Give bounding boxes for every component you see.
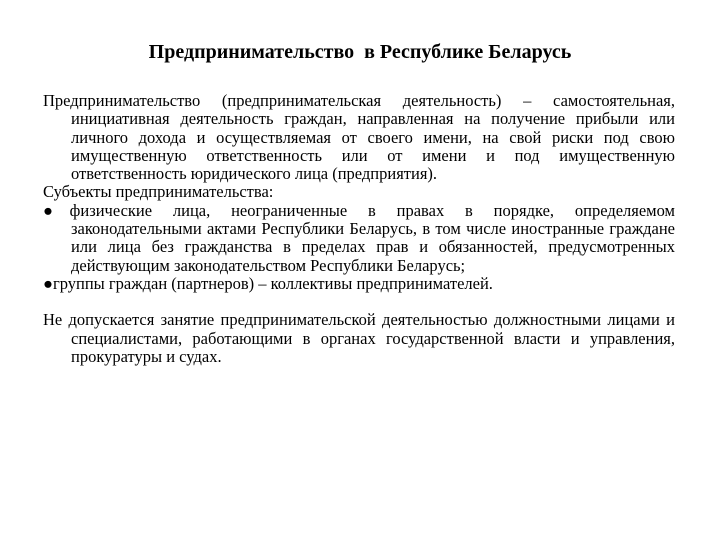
bullet-groups: ●группы граждан (партнеров) – коллективы предпринимателей. <box>43 273 493 293</box>
spacer <box>43 293 675 311</box>
subjects-heading: Субъекты предпринимательства: <box>43 182 274 202</box>
definition-paragraph: Предпринимательство (предпринимательская деятельность) – самостоятельная, инициативная деятельность граждан, направленная на получение прибыли или личного дохода и осуществляемая от своего имени, на свой риски под свою имущественную ответственность или от имени и под имущественную ответственность юридического лица (предприятия). <box>43 91 675 184</box>
slide-title: Предпринимательство в Республике Беларусь <box>148 41 572 63</box>
restriction-paragraph: Не допускается занятие предпринимательской деятельностью должностными лицами и специалистами, работающими в органах государственной власти и управления, прокуратуры и судах. <box>43 310 675 366</box>
bullet-individuals: ●физические лица, неограниченные в правах в порядке, определяемом законодательными актами Республики Беларусь, в том числе иностранные граждане или лица без гражданства в пределах прав и обязанностей, предусмотренных действующим законодательством Республики Беларусь; <box>43 200 675 275</box>
slide-body <box>43 92 675 366</box>
